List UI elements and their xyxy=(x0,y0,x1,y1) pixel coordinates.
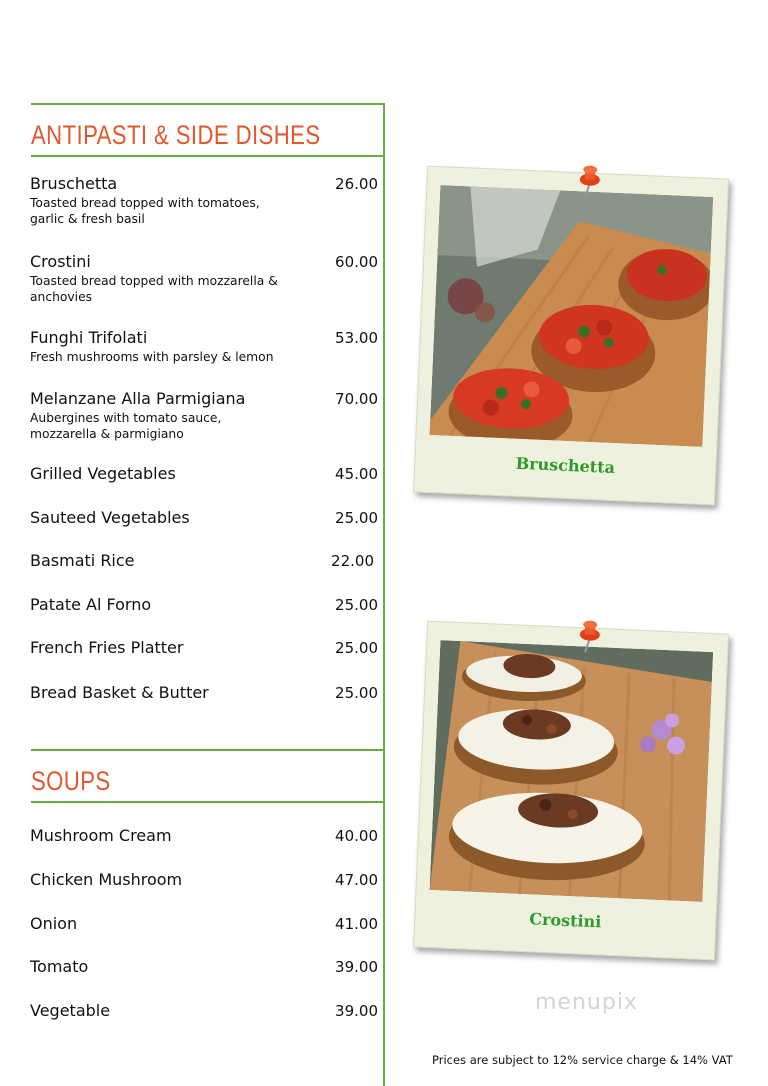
item-price: 22.00 xyxy=(331,552,374,570)
crostini-photo-card xyxy=(413,621,729,961)
antipasti-rule-top xyxy=(31,103,385,105)
crostini-caption: Crostini xyxy=(528,909,602,932)
item-price: 25.00 xyxy=(335,596,378,614)
bruschetta-illustration xyxy=(430,185,714,447)
menu-item xyxy=(30,389,378,442)
soups-rule-top xyxy=(31,749,385,751)
item-price: 60.00 xyxy=(335,253,378,271)
menu-item xyxy=(30,683,378,703)
item-name: Patate Al Forno xyxy=(30,595,152,614)
item-description: Aubergines with tomato sauce, mozzarella & parmigiano xyxy=(30,411,222,441)
menu-item xyxy=(30,551,374,571)
item-price: 47.00 xyxy=(335,871,378,889)
item-name: Bread Basket & Butter xyxy=(30,683,209,702)
item-description: Toasted bread topped with mozzarella & anchovies xyxy=(30,274,278,304)
item-price: 39.00 xyxy=(335,1002,378,1020)
item-name: Melanzane Alla Parmigiana xyxy=(30,389,246,408)
antipasti-section-title: ANTIPASTI & SIDE DISHES xyxy=(31,120,321,150)
item-price: 70.00 xyxy=(335,390,378,408)
item-name: Mushroom Cream xyxy=(30,826,172,845)
menu-item xyxy=(30,870,378,890)
item-name: Bruschetta xyxy=(30,174,118,193)
bruschetta-caption: Bruschetta xyxy=(515,453,616,478)
item-name: Sauteed Vegetables xyxy=(30,508,190,527)
pushpin-icon xyxy=(577,618,603,655)
item-description: Toasted bread topped with tomatoes, garlic & fresh basil xyxy=(30,196,260,226)
item-name: Grilled Vegetables xyxy=(30,464,176,483)
item-price: 40.00 xyxy=(335,827,378,845)
menu-item xyxy=(30,638,378,658)
watermark-logo: menupix xyxy=(535,990,638,1015)
menu-item xyxy=(30,252,378,305)
item-price: 25.00 xyxy=(335,684,378,702)
soups-section-title: SOUPS xyxy=(31,766,111,796)
item-name: Onion xyxy=(30,914,78,933)
item-name: Tomato xyxy=(30,957,89,976)
soups-rule-bottom xyxy=(31,801,385,803)
menu-item xyxy=(30,1001,378,1021)
menu-item xyxy=(30,328,378,365)
item-name: Funghi Trifolati xyxy=(30,328,148,347)
menu-item xyxy=(30,957,378,977)
item-name: Crostini xyxy=(30,252,91,271)
menu-item xyxy=(30,826,378,846)
column-divider-vertical xyxy=(383,103,385,1086)
menu-item xyxy=(30,508,378,528)
item-name: French Fries Platter xyxy=(30,638,184,657)
crostini-illustration xyxy=(430,640,714,902)
menu-item xyxy=(30,595,378,615)
item-price: 25.00 xyxy=(335,509,378,527)
item-price: 25.00 xyxy=(335,639,378,657)
item-price: 41.00 xyxy=(335,915,378,933)
menu-item xyxy=(30,464,378,484)
item-price: 53.00 xyxy=(335,329,378,347)
item-name: Vegetable xyxy=(30,1001,111,1020)
crostini-photo xyxy=(430,640,714,902)
item-name: Chicken Mushroom xyxy=(30,870,183,889)
price-footnote: Prices are subject to 12% service charge & 14% VAT xyxy=(432,1053,733,1067)
antipasti-rule-bottom xyxy=(31,155,385,157)
item-price: 39.00 xyxy=(335,958,378,976)
item-description: Fresh mushrooms with parsley & lemon xyxy=(30,350,274,364)
bruschetta-photo-card xyxy=(413,166,729,506)
item-name: Basmati Rice xyxy=(30,551,135,570)
item-price: 45.00 xyxy=(335,465,378,483)
pushpin-icon xyxy=(577,163,603,200)
item-price: 26.00 xyxy=(335,175,378,193)
menu-item xyxy=(30,174,378,227)
menu-item xyxy=(30,914,378,934)
bruschetta-photo xyxy=(430,185,714,447)
